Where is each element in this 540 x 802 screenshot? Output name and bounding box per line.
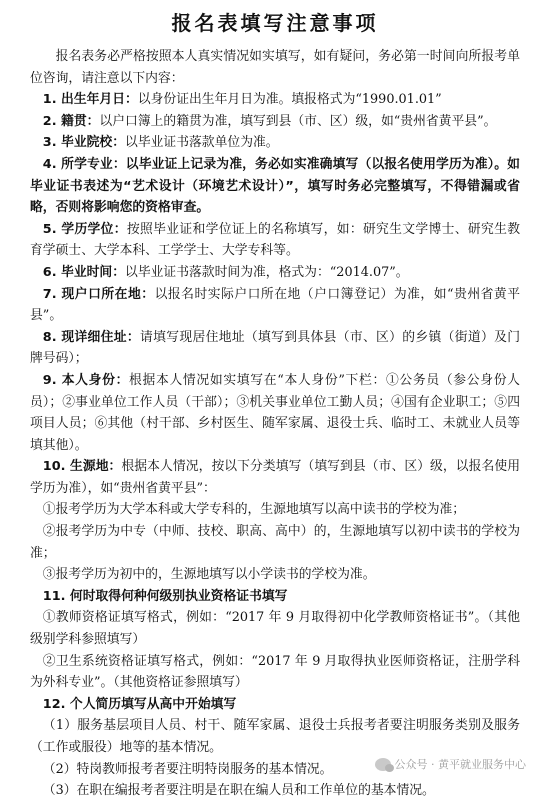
item-key: 9. 本人身份： bbox=[42, 372, 130, 388]
item-text: 以报名时实际户口所在地（户口簿登记）为准，如“贵州省黄平县”。 bbox=[30, 286, 520, 324]
item-graduation-time bbox=[30, 262, 520, 284]
document bbox=[30, 8, 520, 802]
item-origin bbox=[30, 456, 520, 499]
item-key: 3. 毕业院校： bbox=[42, 135, 126, 151]
item-address bbox=[30, 327, 520, 370]
resume-rule: （2）特岗教师报考者要注明特岗服务的基本情况。 bbox=[42, 761, 333, 777]
intro-paragraph: 报名表务必严格按照本人真实情况如实填写，如有疑问，务必第一时间向所报考单位咨询，请注意以下内容： bbox=[30, 49, 520, 86]
resume-rule: （1）服务基层项目人员、村干、随军家属、退役士兵报考者要注明服务类别及服务（工作或服役）地等的基本情况。 bbox=[30, 718, 520, 755]
item-key: 6. 毕业时间： bbox=[42, 264, 126, 280]
item-birthdate bbox=[30, 89, 520, 111]
item-key: 1. 出生年月日： bbox=[42, 92, 138, 108]
resume-rule: （3）在职在编报考者要注明是在职在编人员和工作单位的基本情况。 bbox=[42, 783, 435, 799]
item-text: 以毕业证书落款单位为准。 bbox=[125, 135, 279, 151]
item-text: 以户口簿上的籍贯为准，填写到县（市、区）级，如“贵州省黄平县”。 bbox=[99, 113, 497, 129]
section-12-heading: 12. 个人简历填写从高中开始填写 bbox=[42, 696, 237, 712]
watermark-text: 公众号 · 黄平就业服务中心 bbox=[394, 758, 526, 771]
item-text: 以身份证出生年月日为准。填报格式为“1990.01.01” bbox=[137, 92, 442, 108]
item-hukou bbox=[30, 284, 520, 327]
item-key: 7. 现户口所在地： bbox=[42, 286, 155, 302]
section-11-heading: 11. 何时取得何种何级别执业资格证书填写 bbox=[42, 588, 288, 604]
item-native-place bbox=[30, 111, 520, 133]
certificate-rule: ②卫生系统资格证填写格式，例如：“2017 年 9 月取得执业医师资格证，注册学科为外科专业”。（其他资格证参照填写） bbox=[30, 653, 520, 691]
item-text: 按照毕业证和学位证上的名称填写，如：研究生文学博士、研究生教育学硕士、大学本科、工学学士、大学专科等。 bbox=[30, 221, 520, 259]
page-title: 报名表填写注意事项 bbox=[171, 11, 379, 35]
item-school bbox=[30, 132, 520, 154]
item-key: 10. 生源地： bbox=[42, 459, 122, 475]
origin-rule: ②报考学历为中专（中师、技校、职高、高中）的，生源地填写以初中读书的学校为准； bbox=[30, 524, 520, 561]
item-key: 5. 学历学位： bbox=[42, 221, 127, 237]
item-key: 8. 现详细住址： bbox=[42, 329, 141, 345]
origin-rule: ①报考学历为大学本科或大学专科的，生源地填写以高中读书的学校为准； bbox=[42, 502, 466, 518]
certificate-rule: ①教师资格证填写格式，例如：“2017 年 9 月取得初中化学教师资格证书”。（其他级别学科参照填写） bbox=[30, 610, 520, 648]
item-identity bbox=[30, 370, 520, 456]
item-degree bbox=[30, 219, 520, 262]
item-text: 以毕业证上记录为准，务必如实准确填写（以报名使用学历为准）。如毕业证书表述为“艺术设计（环境艺术设计）”，填写时务必完整填写，不得错漏或省略，否则将影响您的资格审查。 bbox=[30, 156, 520, 216]
item-major bbox=[30, 154, 520, 219]
item-key: 4. 所学专业： bbox=[42, 156, 126, 172]
item-key: 2. 籍贯： bbox=[42, 113, 100, 129]
item-text: 根据本人情况如实填写在“本人身份”下栏：①公务员（参公身份人员）；②事业单位工作人员（干部）；③机关事业单位工勤人员；④国有企业职工；⑤四项目人员；⑥其他（村干部、乡村医生、随军家属、退役士兵、临时工、未就业人员等填其他）。 bbox=[30, 372, 520, 453]
origin-rule: ③报考学历为初中的，生源地填写以小学读书的学校为准。 bbox=[42, 567, 376, 583]
watermark bbox=[375, 756, 527, 772]
item-text: 请填写现居住地址（填写到具体县（市、区）的乡镇（街道）及门牌号码）； bbox=[30, 329, 520, 367]
item-text: 根据本人情况，按以下分类填写（填写到县（市、区）级，以报名使用学历为准），如“贵州省黄平县”： bbox=[30, 459, 520, 496]
wechat-icon bbox=[375, 758, 391, 771]
item-text: 以毕业证书落款时间为准，格式为：“2014.07”。 bbox=[125, 264, 409, 280]
